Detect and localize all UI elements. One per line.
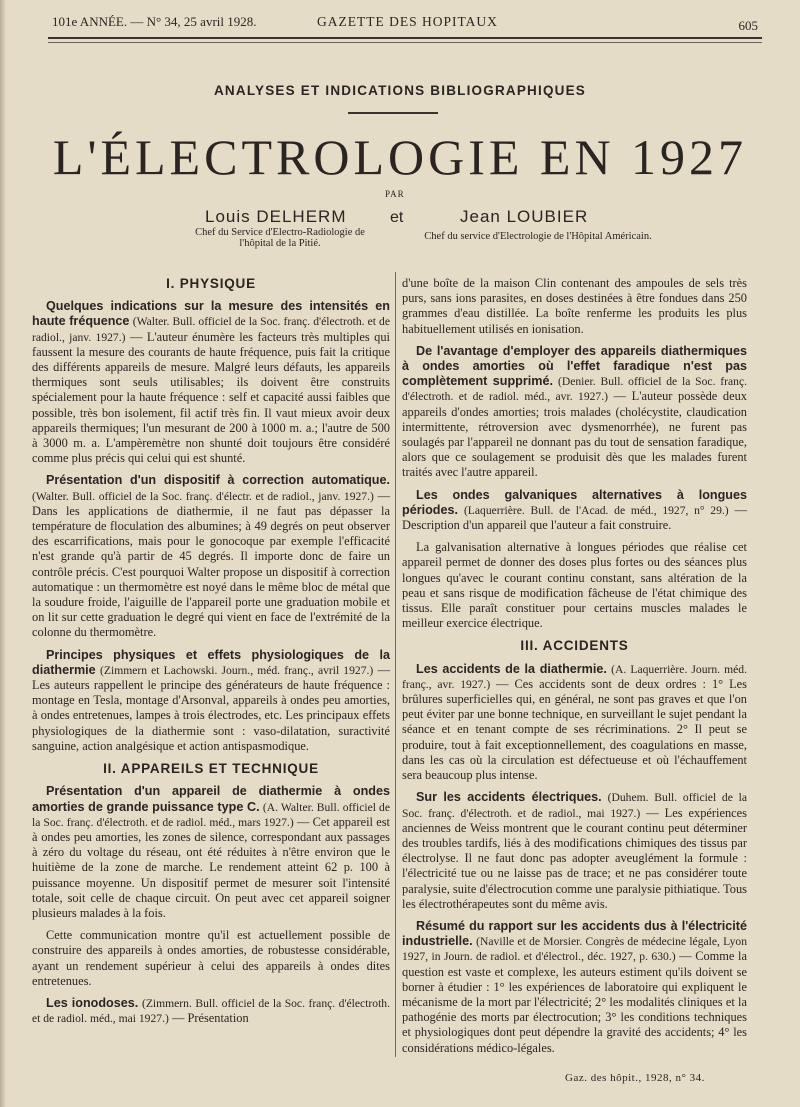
page-number: 605 <box>738 18 758 33</box>
paragraph <box>402 662 747 784</box>
paragraph <box>32 473 390 640</box>
paragraph: d'une boîte de la maison Clin contenant des ampoules de sels très purs, sans ions parasites, en doses destinées à être fondues dans 250 grammes d'eau distillée. La boîte renferme les produits les plus habituellement utilisés en ionisation. <box>402 276 747 336</box>
entry-body: — Description d'un appareil que l'auteur a fait construire. <box>402 502 747 533</box>
author-second: Jean LOUBIER <box>460 207 589 226</box>
heading-accidents: III. ACCIDENTS <box>520 638 629 654</box>
paragraph <box>402 488 747 534</box>
entry-body: — L'auteur possède deux appareils d'ondes amorties; trois malades (cholécystite, claudication intermittente, rétroversion avec dysmenorrhée), ne furent pas soulagés par l'appareil ne donnant pas du tout de sensation faradique, alors que ce soulagement se produisit dès que les malades furent traités avec l'autre appareil. <box>402 389 747 480</box>
author-conjunction: et <box>390 209 404 226</box>
entry-source: (Walter. Bull. officiel de la Soc. franç. d'électr. et de radiol., janv. 1927.) <box>32 489 374 503</box>
journal-name: GAZETTE DES HOPITAUX <box>317 14 498 29</box>
entry-source: (Zimmern. Bull. officiel de la Soc. franç. d'électroth. et de radiol. méd., mai 1927.) <box>32 996 390 1026</box>
paragraph: La galvanisation alternative à longues périodes que réalise cet appareil permet de donner des doses plus fortes ou des séances plus longues qu'avec le courant continu constant, sans altération de la peau et sans risque de modification fâcheuse de l'état chimique des tissus. Elle paraît constituer pour certains muscles malades le meilleur exercice électrique. <box>402 540 747 631</box>
affiliation-second: Chef du service d'Electrologie de l'Hôpital Américain. <box>424 231 652 242</box>
heading-physique: I. PHYSIQUE <box>166 276 256 291</box>
left-column <box>32 270 390 1033</box>
entry-body: — Ces accidents sont de deux ordres : 1° Les brûlures superficielles qui, en général, ne sont pas graves et que l'on peut éviter par une bonne technique, en surveillant le sujet pendant la séance et en tenant compte de ses récriminations. 2° Il peut se produire, tout à fait exceptionnellement, des coagulations en masse, dans les cas où la circulation est défectueuse et où l'échauffement sera beaucoup plus intense. <box>402 676 747 783</box>
entry-body: — L'auteur énumère les facteurs très multiples qui faussent la mesure des courants de haute fréquence, puis fait la critique des différents appareils de mesure. Malgré leurs défauts, les appareils thermiques sont seuls utilisables; ils doivent être construits spécialement pour la haute fréquence : self et capacité aussi faibles que possible, très bon isolement, fil actif très fin. Il vaut mieux avoir deux appareils thermiques; l'un mesurant de 200 à 1000 m. a.; l'autre de 500 à 3000 m. a. L'ampèremètre non shunté doit toujours être considéré comme plus précis qui celui qui est shunté. <box>32 329 390 466</box>
issue-line: 101e ANNÉE. — N° 34, 25 avril 1928. <box>52 14 257 29</box>
entry-title: Présentation d'un dispositif à correction automatique. <box>46 473 390 488</box>
entry-title: Principes physiques et effets physiologiques de la diathermie <box>32 647 390 677</box>
entry-source: (A. Walter. Bull. officiel de la Soc. franç. d'électroth. et de radiol. méd., mars 1927.) <box>32 800 390 829</box>
paragraph <box>32 784 390 921</box>
heading-appareils: II. APPAREILS ET TECHNIQUE <box>103 761 319 777</box>
entry-source: (Naville et de Morsier. Congrès de médecine légale, Lyon 1927, in Journ. de radiol. et d'électrol., déc. 1927, p. 630.) <box>402 935 747 964</box>
entry-body: — Dans les applications de diathermie, il ne faut pas dépasser la température de floculation des albumines; à 49 degrés on peut observer des escarrifications, mais pour le gonocoque par exemple l'efficacité n'est grande qu'à partir de 45 degrés. Il importe donc de faire un contrôle précis. C'est pourquoi Walter propose un dispositif à correction automatique : un thermomètre est noyé dans le même bloc de métal que la soudure froide, l'aiguille de l'appareil porte une graduation mobile et on lit sur cette graduation le degré qui vient en face de l'extrémité de la colonne du thermomètre. <box>32 488 390 640</box>
paragraph: Cette communication montre qu'il est actuellement possible de construire des appareils à ondes amorties, de robustesse considérable, ayant un rendement supérieur à celui des appareils à ondes dites entretenues. <box>32 928 390 988</box>
entry-title: Quelques indications sur la mesure des intensités en haute fréquence <box>32 299 390 329</box>
header-rule <box>48 37 762 39</box>
paragraph <box>402 790 747 912</box>
entry-body: — Les auteurs rappellent le principe des générateurs de haute fréquence : montage en Tesla, montage d'Arsonval, appareils à ondes peu amorties, à ondes entretenues, lampes à trois électrodes, etc. Les principaux effets physiologiques de la diathermie sont : vaso-dilatation, suractivité sanguine, action analgésique et action antispasmodique. <box>32 662 390 753</box>
entry-source: (A. Laquerrière. Journ. méd. franç., avr. 1927.) <box>402 662 748 691</box>
entry-title: Les ondes galvaniques alternatives à longues périodes. <box>402 487 747 517</box>
entry-source: (Denier. Bull. officiel de la Soc. franç. d'électroth. et de radiol. méd., avr. 1927.) <box>402 375 747 404</box>
author-first: Louis DELHERM <box>205 207 347 226</box>
entry-title: Les ionodoses. <box>46 995 139 1010</box>
entry-body: — Présentation <box>171 1011 249 1026</box>
column-divider <box>395 272 396 1057</box>
running-header <box>52 14 758 36</box>
paragraph <box>32 996 390 1026</box>
entry-title: De l'avantage d'employer des appareils diathermiques à ondes amorties où l'effet faradique n'est pas complètement supprimé. <box>402 343 747 389</box>
footer-citation: Gaz. des hôpit., 1928, n° 34. <box>565 1072 705 1084</box>
article-title: L'ÉLECTROLOGIE EN 1927 <box>52 129 748 185</box>
entry-body: — Cet appareil est à ondes peu amorties, les zones de silence, correspondant aux passages à zéro du voltage du réseau, ont été réduites à n'être environ que le huitième de la zone de marche. Le rendement atteint 62 p. 100 à puissance moyenne. Un dispositif permet de mesurer soit l'intensité totale, soit celle de chaque circuit. On peut avec cet appareil soigner plusieurs malades à la fois. <box>32 814 390 920</box>
entry-source: (Walter. Bull. officiel de la Soc. franç. d'électroth. et de radiol., janv. 1927.) <box>32 315 391 344</box>
entry-title: Sur les accidents électriques. <box>416 790 602 805</box>
paragraph <box>32 299 390 466</box>
entry-body: — Les expériences anciennes de Weiss montrent que le courant continu peut déterminer des troubles tardifs, liés à des modifications chimiques des tissus par électrolyse. Il ne faut donc pas adopter aveuglément la formule : l'électricité tue ou ne laisse pas de trace; et ne pas considérer toute paralysie, suite d'électrocution comme une paralysie pithiatique. Tous les électrothérapeutes sont du même avis. <box>402 805 747 911</box>
affiliation-first: Chef du Service d'Electro-Radiologie de l'hôpital de la Pitié. <box>195 227 365 249</box>
paragraph <box>402 344 747 481</box>
decorative-rule <box>348 112 438 114</box>
by-label: PAR <box>385 189 405 199</box>
section-heading: ANALYSES ET INDICATIONS BIBLIOGRAPHIQUES <box>213 83 587 98</box>
entry-body: — Comme la question est vaste et complexe, les auteurs estiment qu'ils doivent se borner à étudier : 1° les expériences de laboratoire qui expliquent le mécanisme de la mort par l'électricité; 2° les modalités cliniques et la pathogénie des morts par électrocution; 3° les conditions techniques et physiologiques dont peut dépendre la gravité des accidents; 4° les considérations médico-légales. <box>402 949 747 1055</box>
right-column <box>402 276 747 1063</box>
entry-title: Les accidents de la diathermie. <box>416 661 607 676</box>
entry-source: (Laquerrière. Bull. de l'Acad. de méd., 1927, n° 29.) <box>463 503 729 517</box>
paragraph <box>32 648 390 754</box>
entry-title: Résumé du rapport sur les accidents dus à l'électricité industrielle. <box>402 918 747 949</box>
paragraph <box>402 919 747 1056</box>
entry-source: (Duhem. Bull. officiel de la Soc. franç. d'électroth. et de radiol., mai 1927.) <box>402 791 747 820</box>
header-rule-thin <box>48 42 762 43</box>
entry-source: (Zimmern et Lachowski. Journ., méd. franç., avril 1927.) <box>100 663 374 677</box>
entry-title: Présentation d'un appareil de diathermie à ondes amorties de grande puissance type C. <box>32 784 390 814</box>
